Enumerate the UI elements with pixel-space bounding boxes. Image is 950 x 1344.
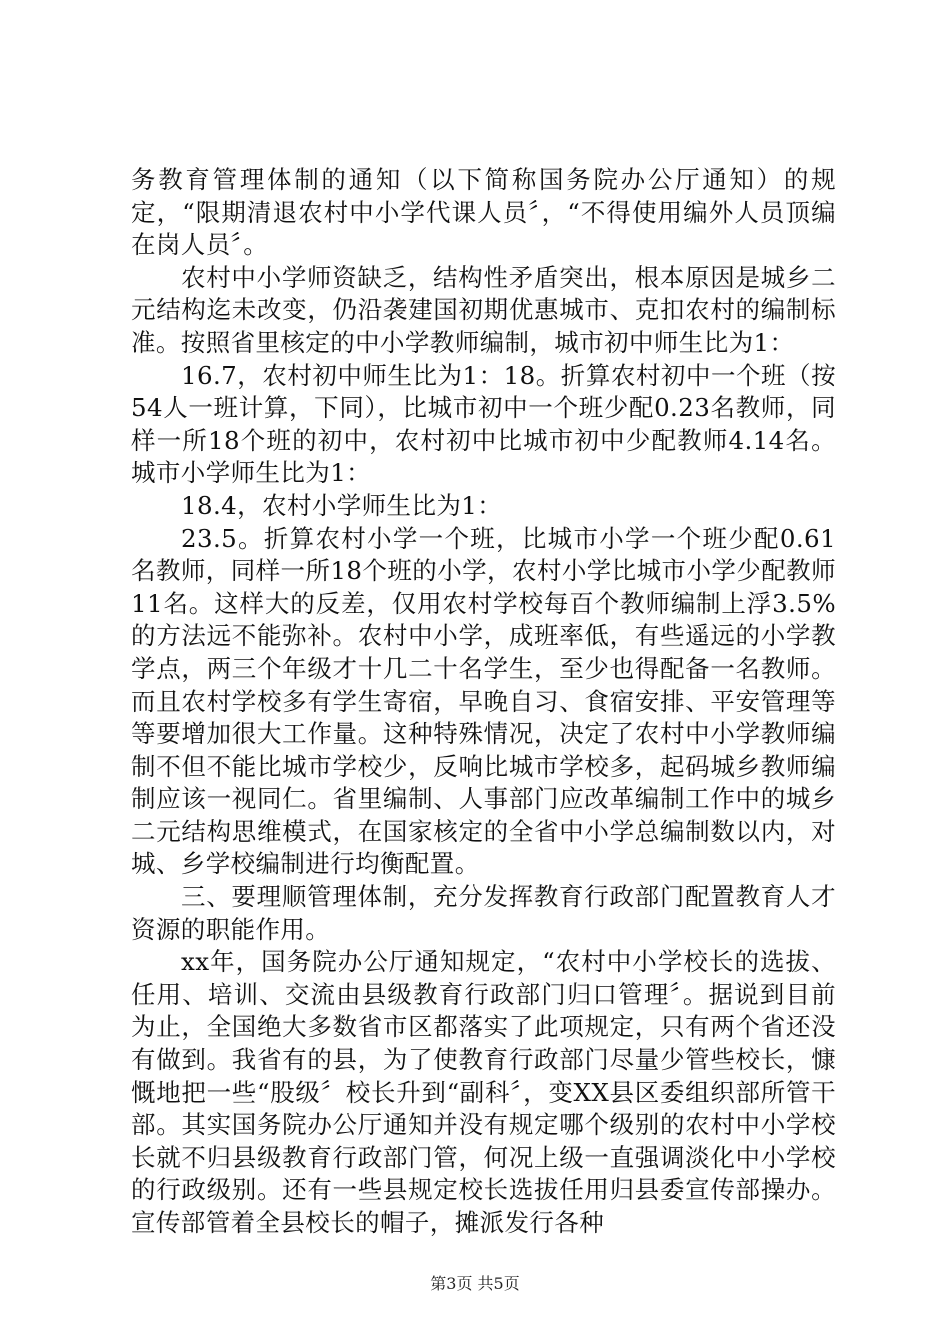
paragraph-3: 16.7，农村初中师生比为1：18。折算农村初中一个班（按54人一班计算，下同），比城市初中一个班少配0.23名教师，同样一所18个班的初中，农村初中比城市初中少配教师4.14名。城市小学师生比为1： [131, 360, 836, 488]
document-body [131, 164, 836, 1240]
paragraph-5: 23.5。折算农村小学一个班，比城市小学一个班少配0.61名教师，同样一所18个班的小学，农村小学比城市小学少配教师11名。这样大的反差，仅用农村学校每百个教师编制上浮3.5%的方法远不能弥补。农村中小学，成班率低，有些遥远的小学教学点，两三个年级才十几二十名学生，至少也得配备一名教师。而且农村学校多有学生寄宿，早晚自习、食宿安排、平安管理等等要增加很大工作量。这种特殊情况，决定了农村中小学教师编制不但不能比城市学校少，反响比城市学校多，起码城乡教师编制应该一视同仁。省里编制、人事部门应改革编制工作中的城乡二元结构思维模式，在国家核定的全省中小学总编制数以内，对城、乡学校编制进行均衡配置。 [131, 523, 836, 879]
page-number-label: 第3页 共5页 [430, 1274, 520, 1293]
page-footer [0, 1274, 950, 1294]
paragraph-4: 18.4，农村小学师生比为1： [181, 490, 503, 520]
paragraph-7: xx年，国务院办公厅通知规定，“农村中小学校长的选拔、任用、培训、交流由县级教育行政部门归口管理〞。据说到目前为止，全国绝大多数省市区都落实了此项规定，只有两个省还没有做到。我省有的县，为了使教育行政部门尽量少管些校长，慷慨地把一些“股级〞校长升到“副科〞，变XX县区委组织部所管干部。其实国务院办公厅通知并没有规定哪个级别的农村中小学校长就不归县级教育行政部门管，何况上级一直强调淡化中小学校的行政级别。还有一些县规定校长选拔任用归县委宣传部操办。宣传部管着全县校长的帽子，摊派发行各种 [131, 947, 836, 1237]
paragraph-2: 农村中小学师资缺乏，结构性矛盾突出，根本原因是城乡二元结构迄未改变，仍沿袭建国初期优惠城市、克扣农村的编制标准。按照省里核定的中小学教师编制，城市初中师生比为1： [131, 262, 836, 357]
paragraph-6-section-heading: 三、要理顺管理体制，充分发挥教育行政部门配置教育人才资源的职能作用。 [131, 882, 836, 944]
paragraph-1: 务教育管理体制的通知（以下简称国务院办公厅通知）的规定，“限期清退农村中小学代课人员〞，“不得使用编外人员顶编在岗人员〞。 [131, 165, 836, 260]
